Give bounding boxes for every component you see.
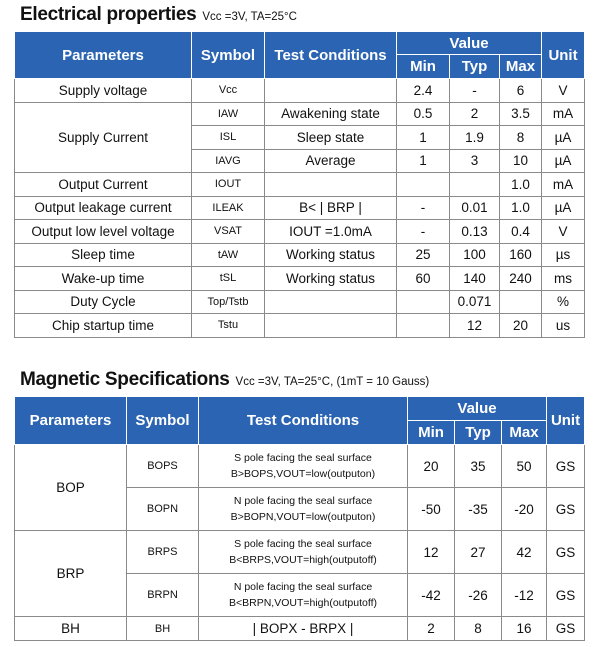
- min-cell: 60: [397, 267, 450, 291]
- symbol-cell: tAW: [192, 243, 265, 267]
- electrical-conditions: Vcc =3V, TA=25°C: [202, 11, 297, 23]
- header-value: Value: [408, 397, 547, 421]
- condition-cell: [265, 314, 397, 338]
- table-row: [15, 531, 585, 574]
- max-cell: 240: [500, 267, 542, 291]
- param-cell: Output leakage current: [15, 196, 192, 220]
- magnetic-title: Magnetic Specifications: [20, 369, 230, 390]
- max-cell: 6: [500, 79, 542, 103]
- table-row: [15, 617, 585, 641]
- header-value: Value: [397, 32, 542, 55]
- typ-cell: 1.9: [450, 126, 500, 150]
- unit-cell: GS: [547, 488, 585, 531]
- condition-cell: Average: [265, 149, 397, 173]
- min-cell: 1: [397, 126, 450, 150]
- max-cell: 160: [500, 243, 542, 267]
- param-cell: Sleep time: [15, 243, 192, 267]
- condition-cell: Working status: [265, 267, 397, 291]
- unit-cell: GS: [547, 531, 585, 574]
- condition-cell: | BOPX - BRPX |: [199, 617, 408, 641]
- condition-cell: [265, 290, 397, 314]
- header-typ: Typ: [450, 55, 500, 79]
- min-cell: 25: [397, 243, 450, 267]
- header-unit: Unit: [547, 397, 585, 445]
- unit-cell: µs: [542, 243, 585, 267]
- electrical-heading: [20, 4, 297, 26]
- unit-cell: V: [542, 220, 585, 244]
- condition-line: S pole facing the seal surface: [234, 452, 372, 464]
- condition-line: B<BRPS,VOUT=high(outputoff): [229, 554, 377, 566]
- typ-cell: 35: [455, 445, 502, 488]
- condition-cell: Sleep state: [265, 126, 397, 150]
- max-cell: 16: [502, 617, 547, 641]
- symbol-cell: Top/Tstb: [192, 290, 265, 314]
- table-row: [15, 102, 585, 126]
- header-symbol: Symbol: [127, 397, 199, 445]
- max-cell: 50: [502, 445, 547, 488]
- condition-cell: Working status: [265, 243, 397, 267]
- symbol-cell: ILEAK: [192, 196, 265, 220]
- unit-cell: %: [542, 290, 585, 314]
- typ-cell: -26: [455, 574, 502, 617]
- param-cell: Supply voltage: [15, 79, 192, 103]
- condition-cell: [199, 574, 408, 617]
- header-min: Min: [408, 421, 455, 445]
- table-row: [15, 173, 585, 197]
- condition-cell: [265, 79, 397, 103]
- symbol-cell: Tstu: [192, 314, 265, 338]
- min-cell: 12: [408, 531, 455, 574]
- typ-cell: 140: [450, 267, 500, 291]
- symbol-cell: BH: [127, 617, 199, 641]
- max-cell: -12: [502, 574, 547, 617]
- min-cell: -50: [408, 488, 455, 531]
- max-cell: 42: [502, 531, 547, 574]
- typ-cell: 0.01: [450, 196, 500, 220]
- header-max: Max: [500, 55, 542, 79]
- symbol-cell: IOUT: [192, 173, 265, 197]
- condition-cell: Awakening state: [265, 102, 397, 126]
- min-cell: 1: [397, 149, 450, 173]
- unit-cell: GS: [547, 617, 585, 641]
- condition-cell: [199, 531, 408, 574]
- header-parameters: Parameters: [15, 397, 127, 445]
- header-symbol: Symbol: [192, 32, 265, 79]
- magnetic-table: [14, 396, 585, 641]
- table-row: [15, 243, 585, 267]
- min-cell: [397, 314, 450, 338]
- param-cell: BH: [15, 617, 127, 641]
- max-cell: 3.5: [500, 102, 542, 126]
- symbol-cell: VSAT: [192, 220, 265, 244]
- max-cell: [500, 290, 542, 314]
- max-cell: 0.4: [500, 220, 542, 244]
- condition-line: B>BOPN,VOUT=low(outputon): [230, 511, 376, 523]
- max-cell: 1.0: [500, 173, 542, 197]
- header-unit: Unit: [542, 32, 585, 79]
- magnetic-conditions: Vcc =3V, TA=25°C, (1mT = 10 Gauss): [235, 376, 430, 388]
- min-cell: [397, 290, 450, 314]
- min-cell: -: [397, 196, 450, 220]
- max-cell: 1.0: [500, 196, 542, 220]
- unit-cell: us: [542, 314, 585, 338]
- min-cell: 2: [408, 617, 455, 641]
- table-row: [15, 290, 585, 314]
- symbol-cell: BOPN: [127, 488, 199, 531]
- symbol-cell: IAVG: [192, 149, 265, 173]
- electrical-table: [14, 31, 585, 338]
- condition-line: S pole facing the seal surface: [234, 538, 372, 550]
- param-cell: Output low level voltage: [15, 220, 192, 244]
- max-cell: 20: [500, 314, 542, 338]
- typ-cell: 100: [450, 243, 500, 267]
- unit-cell: µA: [542, 149, 585, 173]
- typ-cell: 0.13: [450, 220, 500, 244]
- param-cell: Output Current: [15, 173, 192, 197]
- max-cell: 10: [500, 149, 542, 173]
- unit-cell: µA: [542, 126, 585, 150]
- unit-cell: µA: [542, 196, 585, 220]
- typ-cell: 12: [450, 314, 500, 338]
- symbol-cell: Vcc: [192, 79, 265, 103]
- table-row: [15, 445, 585, 488]
- symbol-cell: BRPN: [127, 574, 199, 617]
- typ-cell: 0.071: [450, 290, 500, 314]
- condition-line: B>BOPS,VOUT=low(outputon): [230, 468, 376, 480]
- header-parameters: Parameters: [15, 32, 192, 79]
- magnetic-heading: [20, 369, 429, 391]
- table-row: [15, 267, 585, 291]
- symbol-cell: BOPS: [127, 445, 199, 488]
- header-test-conditions: Test Conditions: [199, 397, 408, 445]
- header-min: Min: [397, 55, 450, 79]
- min-cell: -: [397, 220, 450, 244]
- header-typ: Typ: [455, 421, 502, 445]
- condition-line: B<BRPN,VOUT=high(outputoff): [228, 597, 378, 609]
- typ-cell: 27: [455, 531, 502, 574]
- param-cell: Chip startup time: [15, 314, 192, 338]
- unit-cell: GS: [547, 445, 585, 488]
- min-cell: 2.4: [397, 79, 450, 103]
- min-cell: 20: [408, 445, 455, 488]
- typ-cell: 3: [450, 149, 500, 173]
- unit-cell: V: [542, 79, 585, 103]
- header-max: Max: [502, 421, 547, 445]
- typ-cell: 2: [450, 102, 500, 126]
- symbol-cell: IAW: [192, 102, 265, 126]
- param-cell: BOP: [15, 445, 127, 531]
- condition-cell: [199, 488, 408, 531]
- unit-cell: mA: [542, 102, 585, 126]
- typ-cell: 8: [455, 617, 502, 641]
- condition-line: N pole facing the seal surface: [233, 581, 373, 593]
- condition-line: N pole facing the seal surface: [233, 495, 373, 507]
- param-cell: Supply Current: [15, 102, 192, 173]
- condition-cell: [265, 173, 397, 197]
- max-cell: 8: [500, 126, 542, 150]
- unit-cell: GS: [547, 574, 585, 617]
- param-cell: BRP: [15, 531, 127, 617]
- typ-cell: -35: [455, 488, 502, 531]
- table-row: [15, 314, 585, 338]
- typ-cell: -: [450, 79, 500, 103]
- condition-cell: [199, 445, 408, 488]
- header-test-conditions: Test Conditions: [265, 32, 397, 79]
- typ-cell: [450, 173, 500, 197]
- symbol-cell: BRPS: [127, 531, 199, 574]
- unit-cell: mA: [542, 173, 585, 197]
- min-cell: -42: [408, 574, 455, 617]
- max-cell: -20: [502, 488, 547, 531]
- symbol-cell: ISL: [192, 126, 265, 150]
- symbol-cell: tSL: [192, 267, 265, 291]
- param-cell: Wake-up time: [15, 267, 192, 291]
- min-cell: 0.5: [397, 102, 450, 126]
- table-row: [15, 220, 585, 244]
- table-row: [15, 79, 585, 103]
- unit-cell: ms: [542, 267, 585, 291]
- condition-cell: IOUT =1.0mA: [265, 220, 397, 244]
- min-cell: [397, 173, 450, 197]
- condition-cell: B< | BRP |: [265, 196, 397, 220]
- electrical-title: Electrical properties: [20, 4, 197, 25]
- table-row: [15, 196, 585, 220]
- param-cell: Duty Cycle: [15, 290, 192, 314]
